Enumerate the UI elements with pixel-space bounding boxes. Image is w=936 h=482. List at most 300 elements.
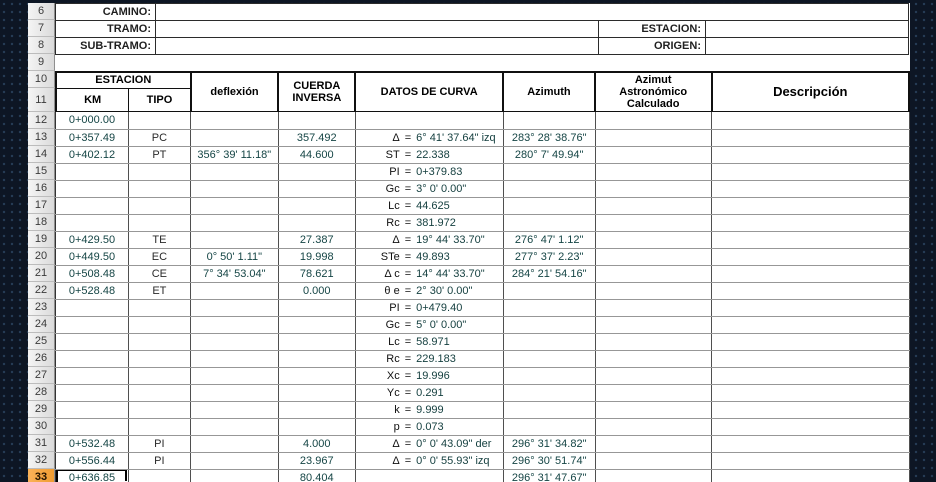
cell-datos-row21[interactable] xyxy=(355,265,503,282)
camino-label: CAMINO: xyxy=(56,4,156,21)
equals-sign: = xyxy=(404,165,412,178)
row-header-16[interactable]: 16 xyxy=(28,180,55,197)
cell-defl-row14[interactable]: 356° 39' 11.18" xyxy=(190,146,278,163)
curve-param-label: Δ xyxy=(392,454,400,467)
row-header-30[interactable]: 30 xyxy=(28,418,55,435)
cell-km-row13[interactable]: 0+357.49 xyxy=(56,129,129,146)
cell-az-row32[interactable]: 296° 30' 51.74" xyxy=(503,452,595,469)
equals-sign: = xyxy=(404,199,412,212)
cell-azastro-row17[interactable] xyxy=(595,197,712,214)
cell-km-row20[interactable]: 0+449.50 xyxy=(56,248,129,265)
header-descripcion: Descripción xyxy=(712,72,909,112)
cell-datos-row16[interactable] xyxy=(355,180,503,197)
cell-desc-row31[interactable] xyxy=(712,435,910,452)
cell-cuerda-row28[interactable] xyxy=(278,384,355,401)
cell-tipo-row30[interactable] xyxy=(128,418,190,435)
cell-azastro-row22[interactable] xyxy=(595,282,712,299)
cell-datos-row32[interactable] xyxy=(355,452,503,469)
curve-param-label: θ e xyxy=(384,284,400,297)
cell-azastro-row26[interactable] xyxy=(595,350,712,367)
table-row xyxy=(56,299,910,316)
cell-defl-row15[interactable] xyxy=(190,163,278,180)
cell-az-row27[interactable] xyxy=(503,367,595,384)
cell-az-row14[interactable]: 280° 7' 49.94" xyxy=(503,146,595,163)
cell-km-row32[interactable]: 0+556.44 xyxy=(56,452,129,469)
row-header-23[interactable]: 23 xyxy=(28,299,55,316)
row-header-8[interactable]: 8 xyxy=(28,37,55,54)
cell-tipo-row16[interactable] xyxy=(128,180,190,197)
equals-sign: = xyxy=(404,420,412,433)
cell-tipo-row26[interactable] xyxy=(128,350,190,367)
table-row xyxy=(56,418,910,435)
cell-tipo-row21[interactable]: CE xyxy=(128,265,190,282)
cell-desc-row21[interactable] xyxy=(712,265,910,282)
table-row xyxy=(56,180,910,197)
row-header-19[interactable]: 19 xyxy=(28,231,55,248)
cell-datos-row25[interactable] xyxy=(355,333,503,350)
row-header-26[interactable]: 26 xyxy=(28,350,55,367)
table-row xyxy=(56,265,910,282)
cell-azastro-row13[interactable] xyxy=(595,129,712,146)
tramo-label: TRAMO: xyxy=(56,21,156,38)
cell-km-row28[interactable] xyxy=(56,384,129,401)
cell-azastro-row15[interactable] xyxy=(595,163,712,180)
cell-desc-row20[interactable] xyxy=(712,248,910,265)
cell-az-row25[interactable] xyxy=(503,333,595,350)
cell-km-row30[interactable] xyxy=(56,418,129,435)
cell-tipo-row28[interactable] xyxy=(128,384,190,401)
cell-azastro-row29[interactable] xyxy=(595,401,712,418)
spreadsheet-area xyxy=(28,3,910,482)
curve-param-value: 19° 44' 33.70" xyxy=(416,233,485,246)
curve-param-value: 381.972 xyxy=(416,216,456,229)
cell-az-row19[interactable]: 276° 47' 1.12" xyxy=(503,231,595,248)
row-header-17[interactable]: 17 xyxy=(28,197,55,214)
header-datos-de-curva: DATOS DE CURVA xyxy=(355,72,503,112)
header-cuerda-line1: CUERDA xyxy=(293,80,341,92)
cell-desc-row17[interactable] xyxy=(712,197,910,214)
table-row xyxy=(56,452,910,469)
row-header-15[interactable]: 15 xyxy=(28,163,55,180)
row-header-20[interactable]: 20 xyxy=(28,248,55,265)
header-km: KM xyxy=(56,88,129,112)
cell-desc-row23[interactable] xyxy=(712,299,910,316)
curve-param-value: 44.625 xyxy=(416,199,450,212)
cell-azastro-row32[interactable] xyxy=(595,452,712,469)
origen-label: ORIGEN: xyxy=(599,38,706,55)
cell-datos-row17[interactable] xyxy=(355,197,503,214)
cell-cuerda-row14[interactable]: 44.600 xyxy=(278,146,355,163)
curve-param-label: Δ xyxy=(392,233,400,246)
table-header xyxy=(55,71,910,113)
cell-tipo-row18[interactable] xyxy=(128,214,190,231)
cell-desc-row15[interactable] xyxy=(712,163,910,180)
cell-km-row15[interactable] xyxy=(56,163,129,180)
cell-cuerda-row13[interactable]: 357.492 xyxy=(278,129,355,146)
cell-az-row12[interactable] xyxy=(503,112,595,129)
active-cell-selection-border xyxy=(56,469,127,482)
cell-desc-row16[interactable] xyxy=(712,180,910,197)
cell-azastro-row33[interactable] xyxy=(595,469,712,482)
cell-cuerda-row12[interactable] xyxy=(278,112,355,129)
curve-param-value: 229.183 xyxy=(416,352,456,365)
cell-azastro-row27[interactable] xyxy=(595,367,712,384)
cell-defl-row29[interactable] xyxy=(190,401,278,418)
cell-datos-row30[interactable] xyxy=(355,418,503,435)
cell-cuerda-row27[interactable] xyxy=(278,367,355,384)
curve-param-value: 22.338 xyxy=(416,148,450,161)
cell-azastro-row12[interactable] xyxy=(595,112,712,129)
row-header-11[interactable]: 11 xyxy=(28,88,55,112)
cell-km-row17[interactable] xyxy=(56,197,129,214)
curve-param-value: 0° 0' 55.93" izq xyxy=(416,454,490,467)
cell-defl-row32[interactable] xyxy=(190,452,278,469)
cell-datos-row20[interactable] xyxy=(355,248,503,265)
table-row xyxy=(56,367,910,384)
cell-tipo-row27[interactable] xyxy=(128,367,190,384)
equals-sign: = xyxy=(404,369,412,382)
cell-azastro-row30[interactable] xyxy=(595,418,712,435)
header-deflexion: deflexión xyxy=(191,72,279,112)
table-row xyxy=(56,469,910,482)
cell-az-row30[interactable] xyxy=(503,418,595,435)
table-row xyxy=(56,333,910,350)
table-row xyxy=(56,129,910,146)
equals-sign: = xyxy=(404,386,412,399)
tramo-value-cell[interactable] xyxy=(156,21,599,38)
cell-desc-row19[interactable] xyxy=(712,231,910,248)
cell-tipo-row13[interactable]: PC xyxy=(128,129,190,146)
equals-sign: = xyxy=(404,233,412,246)
equals-sign: = xyxy=(404,403,412,416)
cell-cuerda-row24[interactable] xyxy=(278,316,355,333)
cell-cuerda-row18[interactable] xyxy=(278,214,355,231)
cell-km-row23[interactable] xyxy=(56,299,129,316)
cell-az-row28[interactable] xyxy=(503,384,595,401)
camino-value-cell[interactable] xyxy=(156,4,909,21)
cell-desc-row33[interactable] xyxy=(712,469,910,482)
curve-param-label: Xc xyxy=(386,369,400,382)
cell-desc-row26[interactable] xyxy=(712,350,910,367)
cell-cuerda-row17[interactable] xyxy=(278,197,355,214)
cell-cuerda-row25[interactable] xyxy=(278,333,355,350)
cell-az-row21[interactable]: 284° 21' 54.16" xyxy=(503,265,595,282)
row-header-31[interactable]: 31 xyxy=(28,435,55,452)
table-row xyxy=(56,401,910,418)
cell-datos-row22[interactable] xyxy=(355,282,503,299)
cell-datos-row28[interactable] xyxy=(355,384,503,401)
header-azimut-astronomico: Azimut Astronómico Calculado xyxy=(595,72,712,112)
cell-azastro-row20[interactable] xyxy=(595,248,712,265)
cell-cuerda-row21[interactable]: 78.621 xyxy=(278,265,355,282)
curve-param-value: 0+379.83 xyxy=(416,165,463,178)
cell-cuerda-row20[interactable]: 19.998 xyxy=(278,248,355,265)
cell-defl-row28[interactable] xyxy=(190,384,278,401)
curve-param-label: Yc xyxy=(386,386,400,399)
cell-az-row29[interactable] xyxy=(503,401,595,418)
cell-az-row20[interactable]: 277° 37' 2.23" xyxy=(503,248,595,265)
cell-defl-row21[interactable]: 7° 34' 53.04" xyxy=(190,265,278,282)
header-azimuth: Azimuth xyxy=(503,72,595,112)
data-table xyxy=(55,112,910,482)
header-cuerda-inversa xyxy=(278,72,355,112)
cell-az-row24[interactable] xyxy=(503,316,595,333)
equals-sign: = xyxy=(404,284,412,297)
row-header-24[interactable]: 24 xyxy=(28,316,55,333)
table-row xyxy=(56,384,910,401)
cell-az-row33[interactable]: 296° 31' 47.67" xyxy=(503,469,595,482)
equals-sign: = xyxy=(404,301,412,314)
curve-param-label: Gc xyxy=(385,182,400,195)
cell-datos-row14[interactable] xyxy=(355,146,503,163)
cell-desc-row18[interactable] xyxy=(712,214,910,231)
cell-defl-row18[interactable] xyxy=(190,214,278,231)
curve-param-value: 14° 44' 33.70" xyxy=(416,267,485,280)
cell-desc-row30[interactable] xyxy=(712,418,910,435)
cell-desc-row22[interactable] xyxy=(712,282,910,299)
header-tipo: TIPO xyxy=(129,88,191,112)
cell-az-row15[interactable] xyxy=(503,163,595,180)
meta-table xyxy=(55,3,909,55)
cell-defl-row22[interactable] xyxy=(190,282,278,299)
table-row xyxy=(56,112,910,129)
cell-tipo-row23[interactable] xyxy=(128,299,190,316)
cell-cuerda-row33[interactable]: 80.404 xyxy=(278,469,355,482)
cell-tipo-row25[interactable] xyxy=(128,333,190,350)
row-header-18[interactable]: 18 xyxy=(28,214,55,231)
cell-km-row14[interactable]: 0+402.12 xyxy=(56,146,129,163)
cell-datos-row12[interactable] xyxy=(355,112,503,129)
subtramo-label: SUB-TRAMO: xyxy=(56,38,156,55)
table-row xyxy=(56,435,910,452)
cell-datos-row19[interactable] xyxy=(355,231,503,248)
cell-azastro-row31[interactable] xyxy=(595,435,712,452)
cell-km-row29[interactable] xyxy=(56,401,129,418)
cell-desc-row14[interactable] xyxy=(712,146,910,163)
equals-sign: = xyxy=(404,352,412,365)
curve-param-value: 19.996 xyxy=(416,369,450,382)
row-header-9[interactable]: 9 xyxy=(28,54,55,71)
cell-datos-row33[interactable] xyxy=(355,469,503,482)
cell-desc-row32[interactable] xyxy=(712,452,910,469)
cell-azastro-row24[interactable] xyxy=(595,316,712,333)
equals-sign: = xyxy=(404,318,412,331)
row-header-22[interactable]: 22 xyxy=(28,282,55,299)
cell-defl-row20[interactable]: 0° 50' 1.11" xyxy=(190,248,278,265)
row-header-10[interactable]: 10 xyxy=(28,71,55,88)
cell-km-row24[interactable] xyxy=(56,316,129,333)
cell-desc-row29[interactable] xyxy=(712,401,910,418)
curve-param-label: Lc xyxy=(388,199,400,212)
row-header-12[interactable]: 12 xyxy=(28,112,55,129)
curve-param-label: STe xyxy=(380,250,400,263)
cell-azastro-row18[interactable] xyxy=(595,214,712,231)
row-header-28[interactable]: 28 xyxy=(28,384,55,401)
cell-defl-row17[interactable] xyxy=(190,197,278,214)
cell-km-row16[interactable] xyxy=(56,180,129,197)
equals-sign: = xyxy=(404,454,412,467)
row-header-27[interactable]: 27 xyxy=(28,367,55,384)
cell-cuerda-row16[interactable] xyxy=(278,180,355,197)
equals-sign: = xyxy=(404,335,412,348)
origen-value-cell[interactable] xyxy=(706,38,909,55)
equals-sign: = xyxy=(404,148,412,161)
cell-az-row18[interactable] xyxy=(503,214,595,231)
cell-cuerda-row30[interactable] xyxy=(278,418,355,435)
equals-sign: = xyxy=(404,250,412,263)
cell-azastro-row23[interactable] xyxy=(595,299,712,316)
header-estacion: ESTACION xyxy=(56,72,191,88)
cell-datos-row27[interactable] xyxy=(355,367,503,384)
table-row xyxy=(56,214,910,231)
row-header-29[interactable]: 29 xyxy=(28,401,55,418)
cell-km-row31[interactable]: 0+532.48 xyxy=(56,435,129,452)
curve-param-label: ST xyxy=(385,148,400,161)
cell-tipo-row15[interactable] xyxy=(128,163,190,180)
cell-datos-row15[interactable] xyxy=(355,163,503,180)
cell-cuerda-row31[interactable]: 4.000 xyxy=(278,435,355,452)
curve-param-label: Lc xyxy=(388,335,400,348)
curve-param-value: 5° 0' 0.00" xyxy=(416,318,467,331)
cell-azastro-row25[interactable] xyxy=(595,333,712,350)
cell-defl-row23[interactable] xyxy=(190,299,278,316)
curve-param-value: 0° 0' 43.09" der xyxy=(416,437,492,450)
cell-km-row25[interactable] xyxy=(56,333,129,350)
cell-defl-row25[interactable] xyxy=(190,333,278,350)
cell-tipo-row19[interactable]: TE xyxy=(128,231,190,248)
cell-cuerda-row29[interactable] xyxy=(278,401,355,418)
cell-cuerda-row19[interactable]: 27.387 xyxy=(278,231,355,248)
curve-param-value: 0.073 xyxy=(416,420,444,433)
cell-defl-row16[interactable] xyxy=(190,180,278,197)
table-row xyxy=(56,146,910,163)
cell-defl-row12[interactable] xyxy=(190,112,278,129)
row-header-33[interactable]: 33 xyxy=(28,469,55,482)
cell-desc-row13[interactable] xyxy=(712,129,910,146)
cell-cuerda-row22[interactable]: 0.000 xyxy=(278,282,355,299)
table-row xyxy=(56,197,910,214)
cell-datos-row18[interactable] xyxy=(355,214,503,231)
cell-az-row16[interactable] xyxy=(503,180,595,197)
cell-km-row26[interactable] xyxy=(56,350,129,367)
cell-azastro-row21[interactable] xyxy=(595,265,712,282)
cell-desc-row27[interactable] xyxy=(712,367,910,384)
cell-az-row17[interactable] xyxy=(503,197,595,214)
cell-az-row31[interactable]: 296° 31' 34.82" xyxy=(503,435,595,452)
cell-datos-row23[interactable] xyxy=(355,299,503,316)
cell-km-row18[interactable] xyxy=(56,214,129,231)
cell-tipo-row12[interactable] xyxy=(128,112,190,129)
curve-param-label: p xyxy=(393,420,400,433)
cell-azastro-row14[interactable] xyxy=(595,146,712,163)
cell-defl-row33[interactable] xyxy=(190,469,278,482)
table-row xyxy=(56,248,910,265)
cell-tipo-row22[interactable]: ET xyxy=(128,282,190,299)
cell-cuerda-row15[interactable] xyxy=(278,163,355,180)
curve-param-label: Rc xyxy=(386,216,400,229)
equals-sign: = xyxy=(404,216,412,229)
cell-km-row12[interactable]: 0+000.00 xyxy=(56,112,129,129)
cell-desc-row25[interactable] xyxy=(712,333,910,350)
cell-km-row27[interactable] xyxy=(56,367,129,384)
cell-azastro-row16[interactable] xyxy=(595,180,712,197)
row-header-gutter xyxy=(28,3,55,482)
cell-datos-row13[interactable] xyxy=(355,129,503,146)
table-row xyxy=(56,316,910,333)
cell-km-row19[interactable]: 0+429.50 xyxy=(56,231,129,248)
table-row xyxy=(56,350,910,367)
cell-defl-row24[interactable] xyxy=(190,316,278,333)
cell-azastro-row28[interactable] xyxy=(595,384,712,401)
cell-defl-row31[interactable] xyxy=(190,435,278,452)
cell-datos-row26[interactable] xyxy=(355,350,503,367)
curve-param-value: 9.999 xyxy=(416,403,444,416)
curve-param-label: PI xyxy=(389,165,400,178)
curve-param-label: PI xyxy=(389,301,400,314)
cell-tipo-row31[interactable]: PI xyxy=(128,435,190,452)
cell-az-row22[interactable] xyxy=(503,282,595,299)
estacion-value-cell[interactable] xyxy=(706,21,909,38)
cell-cuerda-row32[interactable]: 23.967 xyxy=(278,452,355,469)
cell-datos-row31[interactable] xyxy=(355,435,503,452)
cell-tipo-row24[interactable] xyxy=(128,316,190,333)
cell-desc-row12[interactable] xyxy=(712,112,910,129)
row-header-21[interactable]: 21 xyxy=(28,265,55,282)
cell-tipo-row32[interactable]: PI xyxy=(128,452,190,469)
cell-defl-row26[interactable] xyxy=(190,350,278,367)
curve-param-value: 0.291 xyxy=(416,386,444,399)
equals-sign: = xyxy=(404,131,412,144)
cell-km-row22[interactable]: 0+528.48 xyxy=(56,282,129,299)
cell-tipo-row14[interactable]: PT xyxy=(128,146,190,163)
cell-desc-row28[interactable] xyxy=(712,384,910,401)
cell-tipo-row29[interactable] xyxy=(128,401,190,418)
subtramo-value-cell[interactable] xyxy=(156,38,599,55)
equals-sign: = xyxy=(404,267,412,280)
cell-cuerda-row26[interactable] xyxy=(278,350,355,367)
cell-km-row21[interactable]: 0+508.48 xyxy=(56,265,129,282)
cell-tipo-row17[interactable] xyxy=(128,197,190,214)
cell-az-row13[interactable]: 283° 28' 38.76" xyxy=(503,129,595,146)
row-header-25[interactable]: 25 xyxy=(28,333,55,350)
cell-defl-row19[interactable] xyxy=(190,231,278,248)
cell-defl-row27[interactable] xyxy=(190,367,278,384)
row-header-32[interactable]: 32 xyxy=(28,452,55,469)
curve-param-label: k xyxy=(394,403,400,416)
curve-param-label: Δ c xyxy=(384,267,400,280)
row-header-14[interactable]: 14 xyxy=(28,146,55,163)
cell-defl-row13[interactable] xyxy=(190,129,278,146)
cell-tipo-row20[interactable]: EC xyxy=(128,248,190,265)
cell-az-row23[interactable] xyxy=(503,299,595,316)
cell-tipo-row33[interactable] xyxy=(128,469,190,482)
cell-azastro-row19[interactable] xyxy=(595,231,712,248)
cell-datos-row24[interactable] xyxy=(355,316,503,333)
cell-defl-row30[interactable] xyxy=(190,418,278,435)
cell-km-row33[interactable]: 0+636.85 xyxy=(56,469,129,482)
cell-desc-row24[interactable] xyxy=(712,316,910,333)
equals-sign: = xyxy=(404,437,412,450)
cell-cuerda-row23[interactable] xyxy=(278,299,355,316)
cell-datos-row29[interactable] xyxy=(355,401,503,418)
curve-param-value: 2° 30' 0.00" xyxy=(416,284,473,297)
row-header-6[interactable]: 6 xyxy=(28,3,55,20)
table-row xyxy=(56,282,910,299)
curve-param-value: 58.971 xyxy=(416,335,450,348)
cell-az-row26[interactable] xyxy=(503,350,595,367)
row-header-13[interactable]: 13 xyxy=(28,129,55,146)
row-header-7[interactable]: 7 xyxy=(28,20,55,37)
